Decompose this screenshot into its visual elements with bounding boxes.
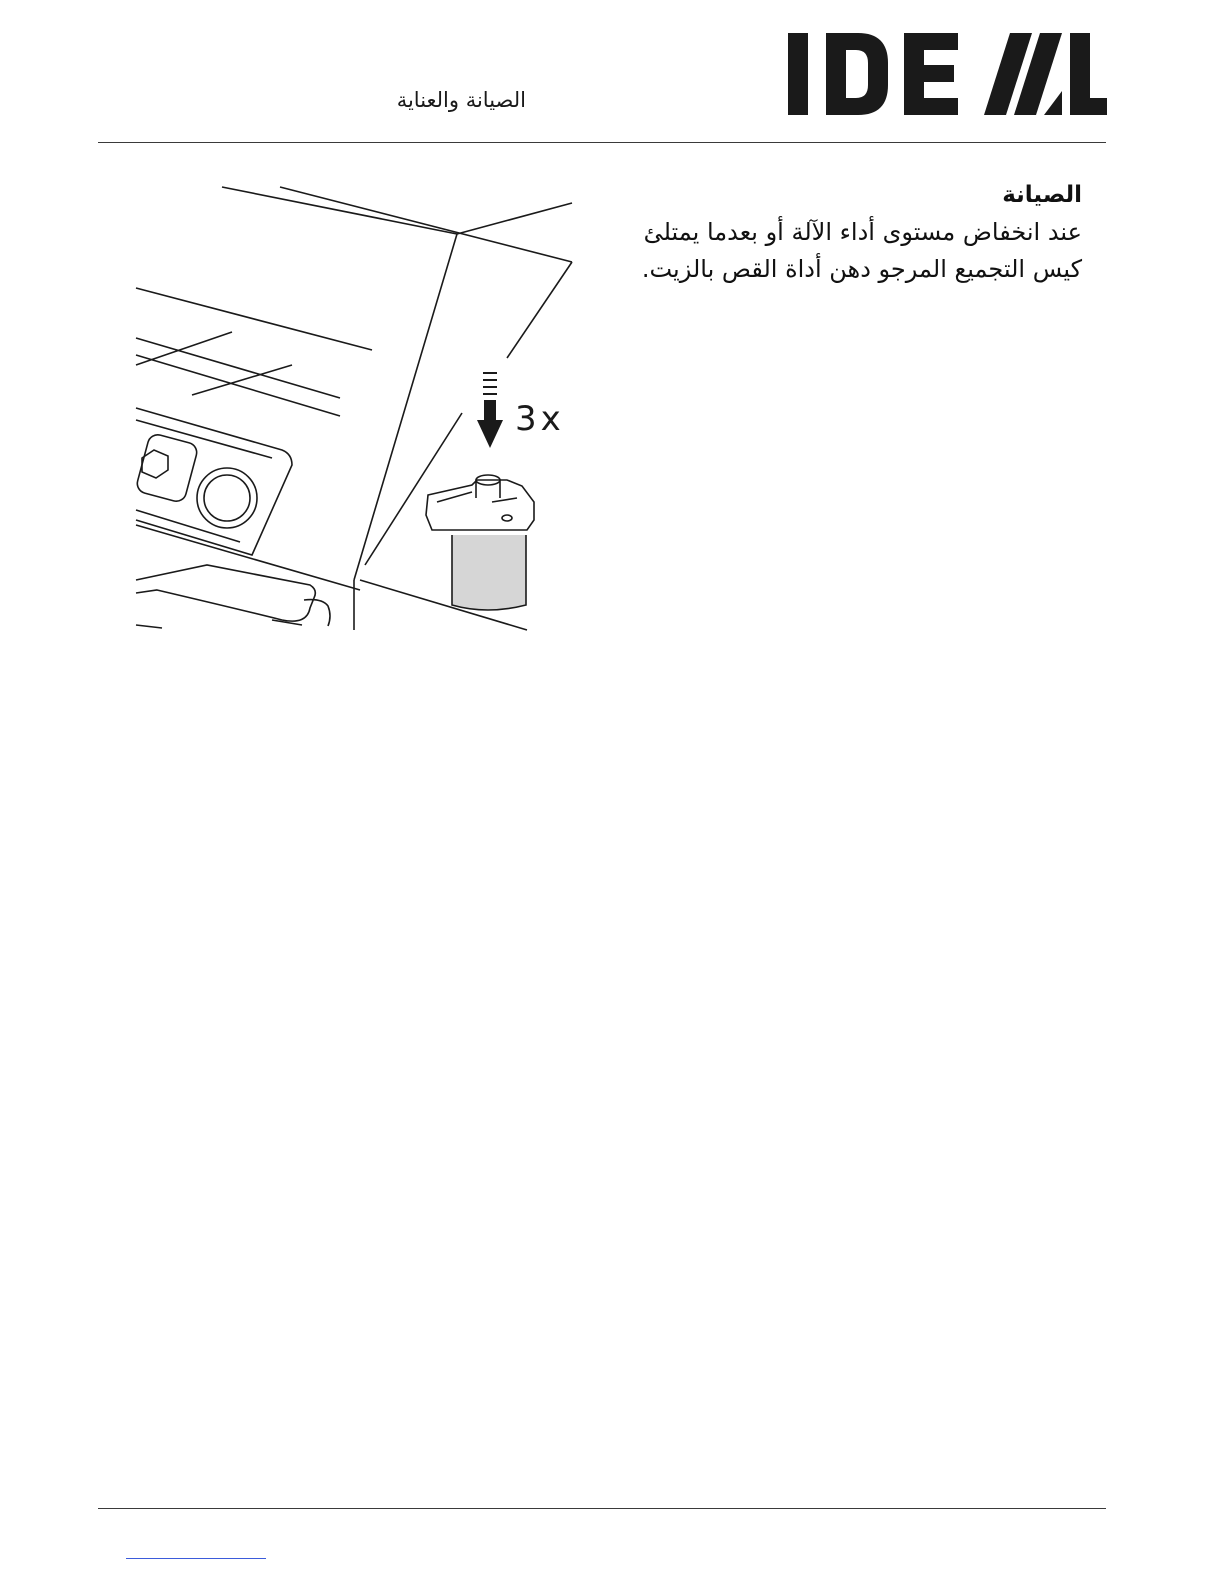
ideal-logo <box>788 33 1107 115</box>
header-divider <box>98 142 1106 143</box>
footer-divider <box>98 1508 1106 1509</box>
section-body: عند انخفاض مستوى أداء الآلة أو بعدما يمتلئ كيس التجميع المرجو دهن أداة القص بالزيت. <box>641 218 1082 283</box>
header-title: الصيانة والعناية <box>396 88 526 112</box>
footer-link-underline[interactable] <box>126 1558 266 1559</box>
repeat-count-label: 3x <box>515 399 565 439</box>
section-heading: الصيانة <box>1002 182 1082 208</box>
maintenance-section <box>610 178 1082 288</box>
machine-oiling-illustration <box>132 180 582 635</box>
